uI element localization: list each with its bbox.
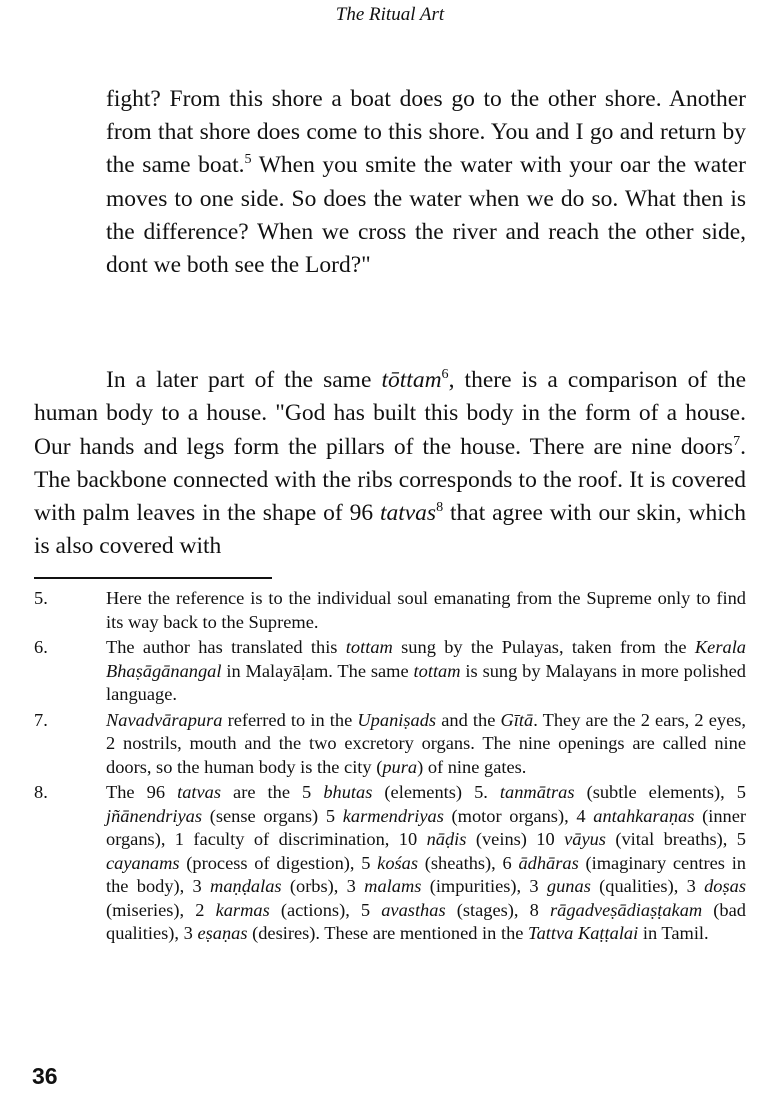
page-number: 36 [32,1063,58,1089]
footnote-number: 6. [34,637,48,657]
block-quote: fight? From this shore a boat does go to the other shore. Another from that shore does come to this shore. You and I go and return by the same boat.$^5$ When you smite the water with your oar the water moves to one side. So does the water when we do so. What then is the difference? When we cross the river and reach the other side, dont we both see the Lord?" [106,86,746,279]
footnote-7 [34,709,746,780]
footnote-number: 5. [34,588,48,608]
running-head: The Ritual Art [335,4,445,25]
footnote-6 [34,636,746,707]
footnote-number: 7. [34,709,48,730]
footnote-5 [34,587,746,634]
footnote-number: 8. [34,782,48,802]
footnote-ref-6: 6 [441,366,449,383]
body-paragraph: In a later part of the same tōttam$^6$, there is a comparison of the human body to a house. "God has built this body in the form of a house. Our hands and legs form the pillars of the house. There are nine doors$^7$. The backbone connected with the ribs corresponds to the roof. It is covered with palm leaves in the shape of 96 tatvas$^8$ that agree with our skin, which is also covered with [34,366,746,560]
footnotes [34,587,746,948]
footnote-ref-7: 7 [733,432,741,449]
footnote-8 [34,781,746,946]
footnote-text: The 96 tatvas are the 5 bhutas (elements) 5. tanmātras (subtle elements), 5 jñānendriyas (sense organs) 5 karmendriyas (motor organs), 4 antahkaraṇas (inner organs), 1 faculty of discrimination, 10 nāḍis (veins) 10 vāyus (vital breaths), 5 cayanams (process of digestion), 5 kośas (sheaths), 6 ādhāras (imaginary centres in the body), 3 maṇḍalas (orbs), 3 malams (impurities), 3 gunas (qualities), 3 doṣas (miseries), 2 karmas (actions), 5 avasthas (stages), 8 rāgadveṣādiaṣṭakam (bad qualities), 3 eṣaṇas (desires). These are mentioned in the Tattva Kaṭṭalai in Tamil. [106,782,746,943]
footnote-text: Here the reference is to the individual soul emanating from the Supreme only to find its way back to the Supreme. [106,588,746,632]
footnote-text: The author has translated this tottam sung by the Pulayas, taken from the Kerala Bhaṣāgānangal in Malayāḷam. The same tottam is sung by Malayans in more polished language. [106,637,746,704]
footnote-divider [34,577,272,579]
footnote-ref-8: 8 [436,499,444,516]
footnote-text: Navadvārapura referred to in the Upaniṣads and the Gītā. They are the 2 ears, 2 eyes, 2 nostrils, mouth and the two excretory organs. The nine openings are called nine doors, so the human body is the city (pura) of nine gates. [106,709,746,777]
term-tottam: tōttam [381,367,442,393]
term-tatvas: tatvas [379,500,437,527]
footnote-ref-5: 5 [244,151,252,168]
